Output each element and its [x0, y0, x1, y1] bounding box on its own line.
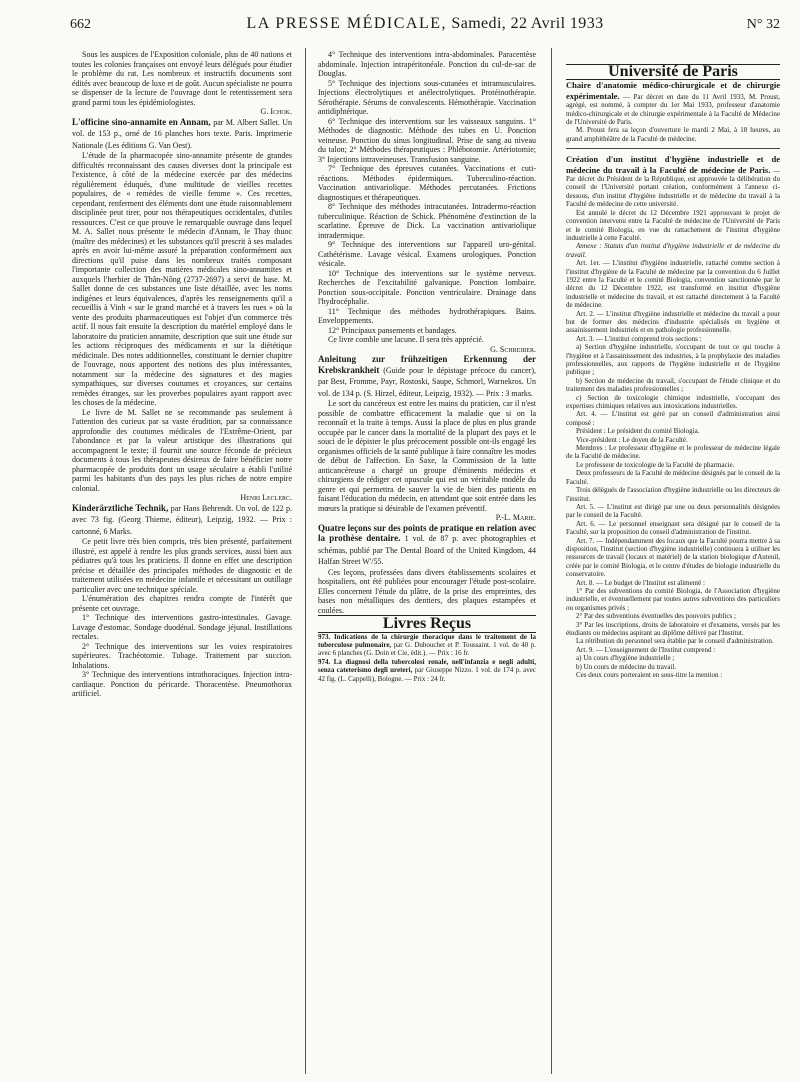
article-item: 1° Par des subventions du comité Biologia, de l'Association d'hygiène industrielle, et éventuellement par toutes autres subventions des particuliers ou organismes privés ;: [566, 586, 780, 612]
column-divider: [305, 48, 306, 1074]
paragraph: Le livre de M. Sallet ne se recommande pas seulement à l'attention des curieux par sa vaste érudition, par sa connaissance approfondie des coutumes médicales de l'Extrême-Orient, par l'abondance et par la valeur artistique des illustrations qui accompagnent le texte; il fournit une source féconde de précieux documents à tous les thérapeutes désireux de faire bénéficier notre pharmacopée de produits dont un usage séculaire a établi l'utilité parmi les habitants d'un des pays les plus riches de notre empire colonial.: [72, 407, 292, 493]
review-heading: [318, 354, 536, 399]
book-meta: par Giuseppe Nizzo. 1 vol. de 174 p. avec 42 fig. (L. Cappelli), Bologne. — Prix : 24 fr.: [318, 666, 537, 683]
section-title-livres-recus: Livres Reçus: [318, 615, 536, 633]
article-item: b) Section de médecine du travail, s'occupant de l'étude clinique et du traitement des maladies professionnelles ;: [566, 376, 780, 394]
review-heading: [318, 523, 536, 568]
news-heading: Chaire d'anatomie médico-chirurgicale et de chirurgie expérimentale.: [566, 80, 780, 101]
paragraph: 12° Principaux pansements et bandages.: [328, 325, 457, 335]
review-title: Quatre leçons sur des points de pratique en relation avec la prothèse dentaire.: [318, 522, 536, 543]
signature: G. Ichok.: [260, 107, 292, 116]
article-item: Président : Le président du comité Biologia.: [576, 427, 700, 436]
review-title: Anleitung zur frühzeitigen Erkennung der Krebskrankheit: [318, 354, 536, 375]
column-divider: [551, 48, 552, 1074]
paragraph: M. Proust fera sa leçon d'ouverture le mardi 2 Mai, à 18 heures, au grand amphithéâtre de la Faculté de médecine.: [566, 126, 780, 143]
signature: G. Schreiber.: [490, 344, 536, 354]
article-item: b) Un cours de médecine du travail.: [576, 662, 677, 671]
review-meta: (Guide pour le dépistage précoce du cancer), par Best, Fromme, Payr, Rostoski, Saupe, Schmorl, Warnekros. Un vol. de 134 p. (S. Hirzel, éditeur, Leipzig, 1932). — Prix : 3 marks.: [318, 365, 536, 398]
paragraph: Le sort du cancéreux est entre les mains du praticien, car il n'est possible de combattre efficacement la maladie que si on la reconnaît et la traite à temps. Aussi la place de plus en plus grande occupée par le cancer dans la mortalité de la plupart des pays et le souci de le dépister le plus précocement possible ont-ils engagé les organismes officiels de la santé publique à faire connaître les modes de début de l'affection. En Saxe, la Commission de la lutte anticancéreuse a chargé un groupe d'éminents médecins et chirurgiens de rédiger cet opuscule qui est un véritable modèle du genre et qui permettra de sauver la vie de bien des patients en faisant l'éducation du médecin, en attendant que soit entrée dans les mœurs la pratique si désirable de l'examen préventif.: [318, 399, 536, 513]
book-title: 974. La diagnosi della tubercolosi renale, nell'infanzia e negli adulti, senza cateterismo degli ureteri,: [318, 657, 536, 675]
news-text: — Par décret en date du 11 Avril 1933, M. Proust, agrégé, est nommé, à compter du 1er Mai 1933, professeur d'anatomie médico-chirurgicale et de chirurgie expérimentale à la Faculté de Médecine de l'Université de Paris.: [566, 92, 781, 127]
paragraph: 7° Technique des épreuves cutanées. Vaccinations et cuti-réactions. Méthodes épidermiques. Tuberculino-réaction. Vaccination antivariolique. Méthodes percutanées. Frictions diagnostiques et thérapeutiques.: [318, 164, 536, 202]
article-item: Membres : Le professeur d'hygiène et le professeur de médecine légale de la Faculté de médecine.: [566, 444, 780, 461]
publication-name: LA PRESSE MÉDICALE,: [246, 15, 447, 32]
article-item: La rétribution du personnel sera établie par le conseil d'administration.: [576, 637, 774, 646]
paragraph: 9° Technique des interventions sur l'appareil uro-génital. Cathétérisme. Lavage vésical. Examens urologiques. Ponction vésicale.: [318, 240, 536, 268]
article-item: a) Un cours d'hygiène industrielle ;: [576, 654, 675, 663]
article: Art. 8. — Le budget de l'Institut est alimenté :: [576, 578, 705, 587]
article-item: c) Section de toxicologie chimique industrielle, s'occupant des expertises chimiques relatives aux intoxications industrielles.: [566, 393, 780, 411]
signature: Henri Leclerc.: [240, 493, 292, 502]
paragraph: 10° Technique des interventions sur le système nerveux. Recherches de l'excitabilité galvanique. Ponction lombaire. Ponction sous-occipitale. Ponction ventriculaire. Drainage dans l'hydrocéphalie.: [318, 268, 536, 306]
paragraph: Est annulé le décret du 12 Décembre 1921 approuvant le projet de convention intervenu entre la Faculté de médecine de l'Université de Paris et le comité Biologia, en vue du rattachement de l'institut d'hygiène industrielle à cette Faculté.: [566, 208, 780, 242]
article-item: Trois délégués de l'association d'hygiène industrielle ou les directeurs de l'institut.: [566, 486, 780, 503]
review-meta: 1 vol. de 87 p. avec photographies et schémas, publié par The Dental Board of the United Kingdom, 44 Halfan Street W'/55.: [318, 534, 536, 566]
news-text: — Par décret du Président de la République, est approuvée la délibération du conseil de l'Université portant création, conformément à l'annexe ci-dessous, d'un institut d'hygiène industrielle et de médecine du travail à la Faculté de médecine de cette université.: [566, 166, 780, 209]
paragraph: Ces leçons, professées dans divers établissements scolaires et hospitaliers, ont été publiées pour encourager l'étude post-scolaire. Elles concernent l'étude du plâtre, de la prise des empreintes, des bases non métalliques des dentiers, des plaques estampées et coulées.: [318, 567, 536, 615]
review-meta: par Hans Behrendt. Un vol. de 122 p. avec 73 fig. (Georg Thieme, éditeur), Leipzig, 1932. — Prix : cartonné, 6 Marks.: [72, 503, 292, 536]
review-heading: [72, 117, 292, 152]
paragraph: Ce petit livre très bien compris, très bien présenté, parfaitement illustré, est appelé à rendre les plus grands services, aussi bien aux pédiatres qu'à tous les praticiens. Il donne en effet une description précise et détaillée des principales méthodes de diagnostic et de traitement utilisées en médecine infantile et nécessitant un outillage particulier avec une technique spéciale.: [72, 537, 292, 594]
column-left: [72, 50, 292, 699]
review-title: L'officine sino-annamite en Annam,: [72, 116, 211, 127]
article-item: Deux professeurs de la Faculté de médecine désignés par le conseil de la Faculté.: [566, 469, 780, 486]
review-meta: par M. Albert Sallet. Un vol. de 153 p., orné de 16 planches hors texte. Paris. Imprimerie Nationale (Les éditions G. Van Oest).: [72, 117, 293, 150]
article-item: Le professeur de toxicologie de la Faculté de pharmacie.: [576, 460, 735, 469]
news-item: [566, 154, 780, 208]
paragraph: Ce livre comble une lacune. Il sera très apprécié.: [328, 335, 484, 344]
masthead-title: [70, 15, 780, 33]
paragraph: 8° Technique des méthodes intracutanées. Intradermo-réaction tuberculinique. Réaction de Schick. Phénomène d'extinction de la scarlatine. Épreuve de Dick. La vaccination antivariolique intradermique.: [318, 202, 536, 240]
paragraph: 6° Technique des interventions sur les vaisseaux sanguins. 1° Méthodes de diagnostic. Méthode des tubes en U. Ponction veineuse. Ponction du sinus longitudinal. Prise de sang au niveau du talon; 2° Méthodes thérapeutiques : Phlébotomie. Artériotomie; 3° Injections intraveineuses. Transfusion sanguine.: [318, 116, 536, 164]
article: Art. 9. — L'enseignement de l'Institut comprend :: [576, 645, 716, 654]
column-middle: [318, 50, 536, 683]
article: Art. 1er. — L'institut d'hygiène industrielle, rattaché comme section à l'institut d'hygiène de la Faculté de médecine par la convention du 6 Juillet 1922 entre la Faculté et le comité Biologia, convention sanctionnée par le décret du 12 Décembre 1922, est transformé en institut d'hygiène industrielle et médecine du travail, et est rattaché directement à la Faculté de médecine.: [566, 259, 780, 310]
article: Art. 2. — L'institut d'hygiène industrielle et médecine du travail a pour but de former des médecins d'industrie spécialisés en hygiène et assainissement industriels et en pathologie professionnelle.: [566, 309, 780, 335]
page-number: 662: [70, 17, 91, 32]
paragraph: 1° Technique des interventions gastro-intestinales. Gavage. Lavage d'estomac. Sondage duodénal. Sondage jéjunal. Instillations rectales.: [72, 613, 292, 641]
book-title: 973. Indications de la chirurgie thoracique dans le traitement de la tuberculose pulmonaire,: [318, 632, 536, 649]
masthead: [70, 12, 780, 36]
separator: [566, 148, 780, 149]
paragraph: 5° Technique des injections sous-cutanées et intramusculaires. Injections électrolytiques et anélectrolytiques. Protéinothérapie. Sérothérapie. Sérums de convalescents. Hémothérapie. Vaccination antidiphtérique.: [318, 78, 536, 116]
review-heading: [72, 503, 292, 538]
paragraph: Sous les auspices de l'Exposition coloniale, plus de 40 nations et toutes les colonies françaises ont envoyé leurs délégués pour étudier le problème du rat. Les nombreux et instructifs documents sont édités avec beaucoup de luxe et de goût. Aucun spécialiste ne pourra se dispenser de la lecture de l'ouvrage dont le retentissement sera grand parmi tous les épidémiologistes.: [72, 50, 292, 107]
signature: P.-L. Marie.: [495, 513, 536, 522]
news-item: [566, 80, 780, 126]
article-item: a) Section d'hygiène industrielle, s'occupant de tout ce qui touche à l'hygiène et à l'assainissement des industries, à la prophylaxie des maladies professionnelles, aux rapports de l'hygiène industrielle et de l'hygiène publique ;: [566, 343, 780, 377]
paragraph: L'étude de la pharmacopée sino-annamite présente de grandes difficultés reconnaissant des causes diverses dont la principale est l'existence, à côté de la médecine exercée par des médecins régulièrement éduqués, d'une multitude de vieilles recettes populaires, de « remèdes de vieille femme ». Ces recettes, cependant, renferment des éléments dont une étude raisonnablement disciplinée peut tirer, pour nos thérapeutiques occidentales, d'utiles ressources. C'est ce que prouve le remarquable ouvrage dans lequel M. A. Sallet nous présente le médecin d'Annam, le Thay thuoc (maître des médecines) et les substances qu'il prescrit à ses malades après en avoir lui-même assuré la préparation conformément aux directions qu'il puise dans les nombreux traités composant l'importante collection des matières médicales sino-annamites et auxquels l'herbier de Thân-Nông (2737-2697) a servi de base. M. Sallet donne de ces substances une liste détaillée, avec les noms indigènes et leurs équivalences, d'après les renseignements qu'il a recueillis à Vinh « sur le grand marché et à travers les rues » où la vente des produits pharmaceutiques est l'objet d'un commerce très actif. Il nous fait ensuite la description du matériel employé dans le laboratoire du praticien annamite, description que suit une étude sur les actions réciproques des médicaments et sur la diététique médicinale. Des notes additionnelles, constituant le dernier chapitre de l'ouvrage, nous apportent des notions des plus intéressantes, notamment sur la médecine des signatures et des magies sympathiques, sur diverses coutumes et croyances, sur certains remèdes étranges, sur les proverbes populaires ayant rapport avec les choses de la médecine.: [72, 151, 292, 407]
book-meta: par G. Dubouchet et P. Toussaint. 1 vol. de 40 p. avec 6 planches (G. Doin et Cie, édit.). — Prix : 16 fr.: [318, 640, 537, 658]
paragraph: 11° Technique des méthodes hydrothérapiques. Bains. Enveloppements.: [318, 306, 536, 325]
article: Art. 5. — L'institut est dirigé par une ou deux personnalités désignées par le conseil de la Faculté.: [566, 502, 780, 520]
paragraph: 2° Technique des interventions sur les voies respiratoires supérieures. Trachéotomie. Tubage. Traitement par succion. Inhalations.: [72, 641, 292, 670]
paragraph: 3° Technique des interventions intrathoraciques. Injection intra-cardiaque. Ponction du péricarde. Thoracentèse. Pneumothorax artificiel.: [72, 670, 292, 698]
article-item: Ces deux cours porteraient en sous-titre la mention :: [576, 671, 723, 680]
article-item: 3° Par les inscriptions, droits de laboratoire et d'examens, versés par les étudiants ou médecins aspirant au diplôme délivré par l'Institut.: [566, 620, 780, 637]
book-entry: [318, 633, 536, 658]
news-heading: Création d'un institut d'hygiène industrielle et de médecine du travail à la Faculté de médecine de Paris.: [566, 154, 780, 175]
book-entry: [318, 658, 536, 683]
paragraph: L'énumération des chapitres rendra compte de l'intérêt que présente cet ouvrage.: [72, 594, 292, 613]
article-item: Vice-président : Le doyen de la Faculté.: [576, 435, 688, 444]
article: Art. 6. — Le personnel enseignant sera désigné par le conseil de la Faculté, sur la proposition du conseil d'administration de l'institut.: [566, 519, 780, 537]
annexe-title: Annexe : Statuts d'un institut d'hygiène industrielle et de médecine du travail.: [566, 242, 780, 259]
issue-date: Samedi, 22 Avril 1933: [451, 15, 604, 32]
section-title-universite: Université de Paris: [566, 64, 780, 80]
paragraph: 4° Technique des interventions intra-abdominales. Paracentèse abdominale. Injection intrapéritonéale. Ponction du cul-de-sac de Douglas.: [318, 50, 536, 78]
article: Art. 7. — Indépendamment des locaux que la Faculté pourra mettre à sa disposition, l'institut (section d'hygiène industrielle) continuera à utiliser les ressources de travail (locaux et matériel) de la station biologique d'Auteuil, créée par le comité Biologia, et le centre d'études de biologie industrielle du conservatoire.: [566, 536, 780, 579]
issue-number: N° 32: [746, 17, 780, 32]
article: Art. 4. — L'institut est géré par un conseil d'administration ainsi composé :: [566, 410, 780, 427]
article: Art. 3. — L'institut comprend trois sections :: [576, 334, 702, 343]
review-title: Kinderärztliche Technik,: [72, 502, 169, 513]
article-item: 2° Par des subventions éventuelles des pouvoirs publics ;: [576, 612, 736, 621]
column-right: [566, 50, 780, 679]
